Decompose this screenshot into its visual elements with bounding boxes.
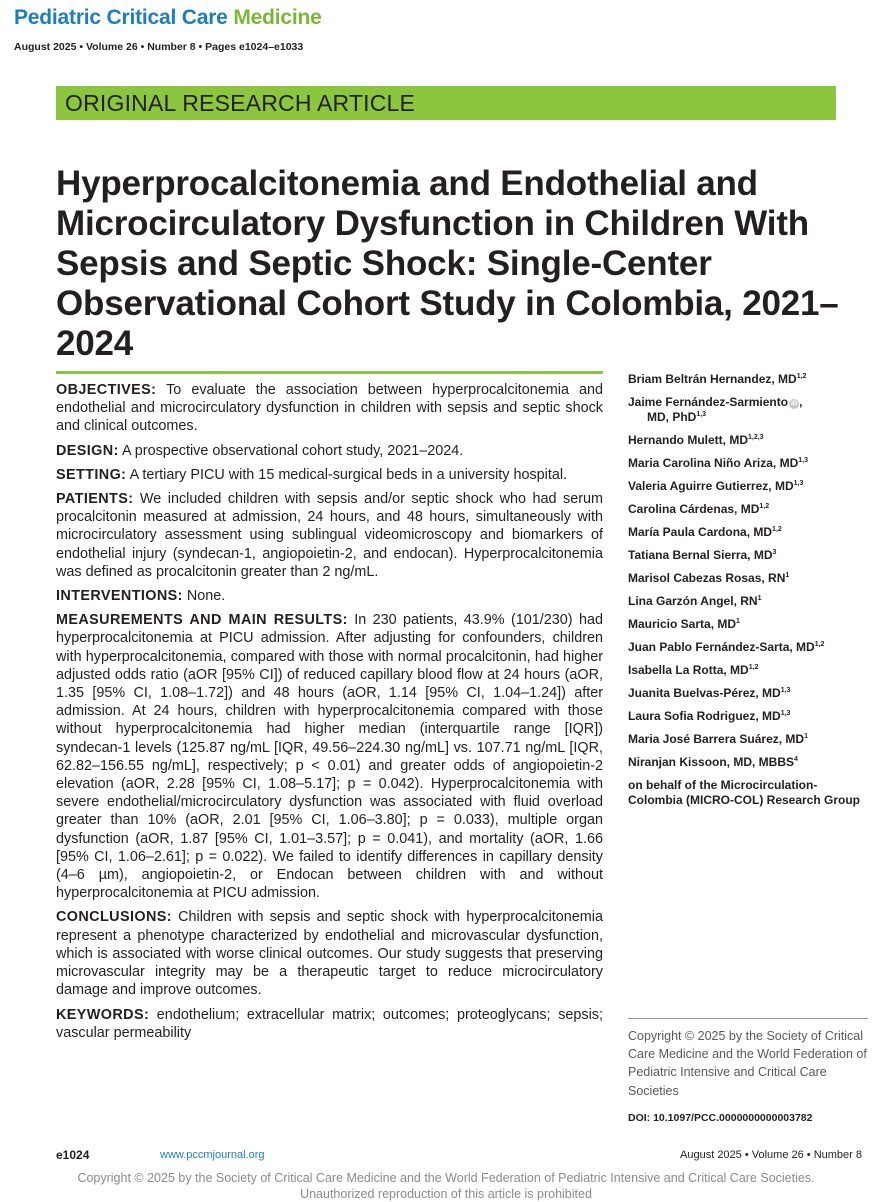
interventions-heading: INTERVENTIONS: (56, 588, 183, 605)
abstract-results (56, 611, 603, 902)
issue-line: August 2025 • Volume 26 • Number 8 • Pages e1024–e1033 (14, 41, 304, 53)
conclusions-heading: CONCLUSIONS: (56, 909, 172, 926)
author-name: Marisol Cabezas Rosas, RN (628, 571, 786, 585)
author (628, 456, 868, 471)
author-group: on behalf of the Microcirculation-Colombia (MICRO-COL) Research Group (628, 778, 861, 807)
author-affiliation: 1,2 (759, 503, 770, 510)
author (628, 617, 868, 632)
author-affiliation: 1,3 (696, 411, 707, 418)
author-name: Isabella La Rotta, MD (628, 663, 749, 677)
journal-name (14, 6, 322, 30)
author-affiliation: 1,2 (796, 373, 807, 380)
author (628, 548, 868, 563)
author (628, 372, 868, 387)
author-name: Juanita Buelvas-Pérez, MD (628, 686, 781, 700)
author (628, 755, 868, 770)
doi-label: DOI: (628, 1112, 651, 1124)
design-text: A prospective observational cohort study, 2021–2024. (118, 442, 464, 459)
author-name: Mauricio Sarta, MD (628, 617, 737, 631)
abstract-objectives (56, 381, 603, 436)
article-title: Hyperprocalcitonemia and Endothelial and Microcirculatory Dysfunction in Children With Sepsis and Septic Shock: Single-Center Observational Cohort Study in Colombia, 2021–2024 (56, 164, 839, 363)
author-name: Jaime Fernández-Sarmiento (628, 395, 789, 409)
abstract-setting (56, 466, 603, 484)
abstract (56, 381, 603, 1048)
author (628, 571, 868, 586)
author-affiliation: 1 (757, 595, 762, 602)
author-name: Briam Beltrán Hernandez, MD (628, 372, 797, 386)
author (628, 686, 868, 701)
bottom-copyright-line2: Unauthorized reproduction of this article is prohibited (300, 1187, 592, 1201)
patients-heading: PATIENTS: (56, 491, 134, 508)
interventions-text: None. (182, 588, 226, 605)
author (628, 663, 868, 678)
section-banner (56, 86, 836, 120)
author-name: Tatiana Bernal Sierra, MD (628, 548, 773, 562)
author (628, 594, 868, 609)
author-name: Niranjan Kissoon, MD, MBBS (628, 755, 795, 769)
bottom-copyright-line1: Copyright © 2025 by the Society of Critical Care Medicine and the World Federation of Pediatric Intensive and Critical Care Societies. (77, 1171, 815, 1185)
author-name: Lina Garzón Angel, RN (628, 594, 758, 608)
author-affiliation: 1 (785, 572, 790, 579)
patients-text: We included children with sepsis and/or septic shock who had serum procalcitonin measured at admission, 24 hours, and 48 hours, simultaneously with microcirculatory assessment using sublingual videomicroscopy and biomarkers of endothelial injury (syndecan-1, angiopoietin-2, and endocan). Hyperprocalcitonemia was defined as procalcitonin greater than 2 ng/mL. (56, 491, 603, 580)
footer-issue: August 2025 • Volume 26 • Number 8 (680, 1149, 862, 1161)
author-name: Valeria Aguirre Gutierrez, MD (628, 479, 794, 493)
author-affiliation: 1,3 (780, 710, 791, 717)
setting-text: A tertiary PICU with 15 medical-surgical beds in a university hospital. (126, 466, 568, 483)
author-name: Maria José Barrera Suárez, MD (628, 732, 805, 746)
author-affiliation: 1,2,3 (748, 434, 764, 441)
footer-page-number: e1024 (56, 1148, 90, 1162)
abstract-divider (56, 371, 603, 374)
keywords-heading: KEYWORDS: (56, 1006, 150, 1023)
abstract-design (56, 442, 603, 460)
journal-name-part2: Medicine (233, 6, 322, 29)
author-affiliation: 1 (736, 618, 740, 625)
author (628, 479, 868, 494)
author (628, 525, 868, 540)
objectives-heading: OBJECTIVES: (56, 382, 157, 398)
bottom-copyright (0, 1170, 892, 1202)
author-name: Hernando Mulett, MD (628, 433, 748, 447)
author-affiliation: 4 (794, 756, 798, 763)
abstract-patients (56, 490, 603, 581)
results-text: In 230 patients, 43.9% (101/230) had hyperprocalcitonemia at PICU admission. After adjusting for confounders, children with hyperprocalcitonemia, compared with those with normal procalcitonin, had higher adjusted odds ratio (aOR [95% CI]) of reduced capillary blood flow at 24 hours (aOR, 1.35 [95% CI, 1.08–1.72]) and 48 hours (aOR, 1.14 [95% CI, 1.04–1.24]) after admission. At 24 hours, children with hyperprocalcitonemia compared with those without hyperprocalcitonemia had higher median (interquartile range [IQR]) syndecan-1 levels (125.87 ng/mL [IQR, 49.56–224.30 ng/mL] vs. 107.71 ng/mL [IQR, 62.82–156.55 ng/mL], respectively; p < 0.01) and greater odds of angiopoietin-2 elevation (aOR, 2.28 [95% CI, 1.08–5.17]; p = 0.042). Hyperprocalcitonemia with severe endothelial/microcirculatory dysfunction was associated with fluid overload greater than 10% (aOR, 2.01 [95% CI, 1.06–3.80]; p = 0.033), multiple organ dysfunction (aOR, 1.87 [95% CI, 1.01–3.57]; p = 0.041), and mortality (aOR, 1.66 [95% CI, 1.06–2.61]; p = 0.022). We failed to identify differences in capillary density (4–6 µm), angiopoietin-2, or Endocan between children with and without hyperprocalcitonemia at PICU admission. (56, 612, 603, 902)
author-degree: MD, PhD (647, 410, 697, 424)
abstract-interventions (56, 587, 603, 605)
author-affiliation: 1,2 (814, 641, 825, 648)
author-affiliation: 1,2 (748, 664, 759, 671)
copyright-box: Copyright © 2025 by the Society of Critical Care Medicine and the World Federation of Pediatric Intensive and Critical Care Societies (628, 1018, 868, 1100)
footer-journal-link[interactable]: www.pccmjournal.org (160, 1149, 265, 1161)
author (628, 502, 868, 517)
author (628, 433, 868, 448)
doi (628, 1112, 878, 1124)
author: Jaime Fernández-Sarmiento iD , MD, PhD$^{1,3}$ (628, 395, 803, 424)
author (628, 709, 868, 724)
results-heading: MEASUREMENTS AND MAIN RESULTS: (56, 612, 348, 629)
author-affiliation: 1,2 (772, 526, 782, 533)
section-label: ORIGINAL RESEARCH ARTICLE (65, 90, 416, 116)
author (628, 732, 868, 747)
author-name: Maria Carolina Niño Ariza, MD (628, 456, 799, 470)
author-name: Carolina Cárdenas, MD (628, 502, 760, 516)
author (628, 640, 868, 655)
orcid-icon[interactable]: iD (791, 401, 798, 407)
author-affiliation: 1,3 (793, 480, 804, 487)
setting-heading: SETTING: (56, 466, 127, 483)
doi-value[interactable]: 10.1097/PCC.0000000000003782 (650, 1112, 813, 1124)
author-affiliation: 1,3 (780, 687, 791, 694)
author-name: María Paula Cardona, MD (628, 525, 773, 539)
author-name: Juan Pablo Fernández-Sarta, MD (628, 640, 815, 654)
author-list (628, 372, 868, 808)
abstract-conclusions (56, 908, 603, 999)
abstract-keywords (56, 1006, 603, 1042)
design-heading: DESIGN: (56, 442, 119, 459)
author-affiliation: 3 (772, 549, 777, 556)
author-affiliation: 1,3 (798, 457, 808, 464)
objectives-text: To evaluate the association between hyperprocalcitonemia and endothelial and microcirculatory dysfunction in children with sepsis and septic shock and clinical outcomes. (56, 382, 603, 435)
conclusions-text: Children with sepsis and septic shock with hyperprocalcitonemia represent a phenotype characterized by endothelial and microvascular dysfunction, which is associated with worse clinical outcomes. Our study suggests that preserving microvascular integrity may be a therapeutic target to reduce microcirculatory damage and improve outcomes. (56, 909, 603, 999)
author-name: Laura Sofia Rodriguez, MD (628, 709, 781, 723)
author-affiliation: 1 (804, 733, 808, 740)
keywords-text: endothelium; extracellular matrix; outcomes; proteoglycans; sepsis; vascular permeability (56, 1006, 603, 1041)
journal-name-part1: Pediatric Critical Care (14, 6, 234, 29)
